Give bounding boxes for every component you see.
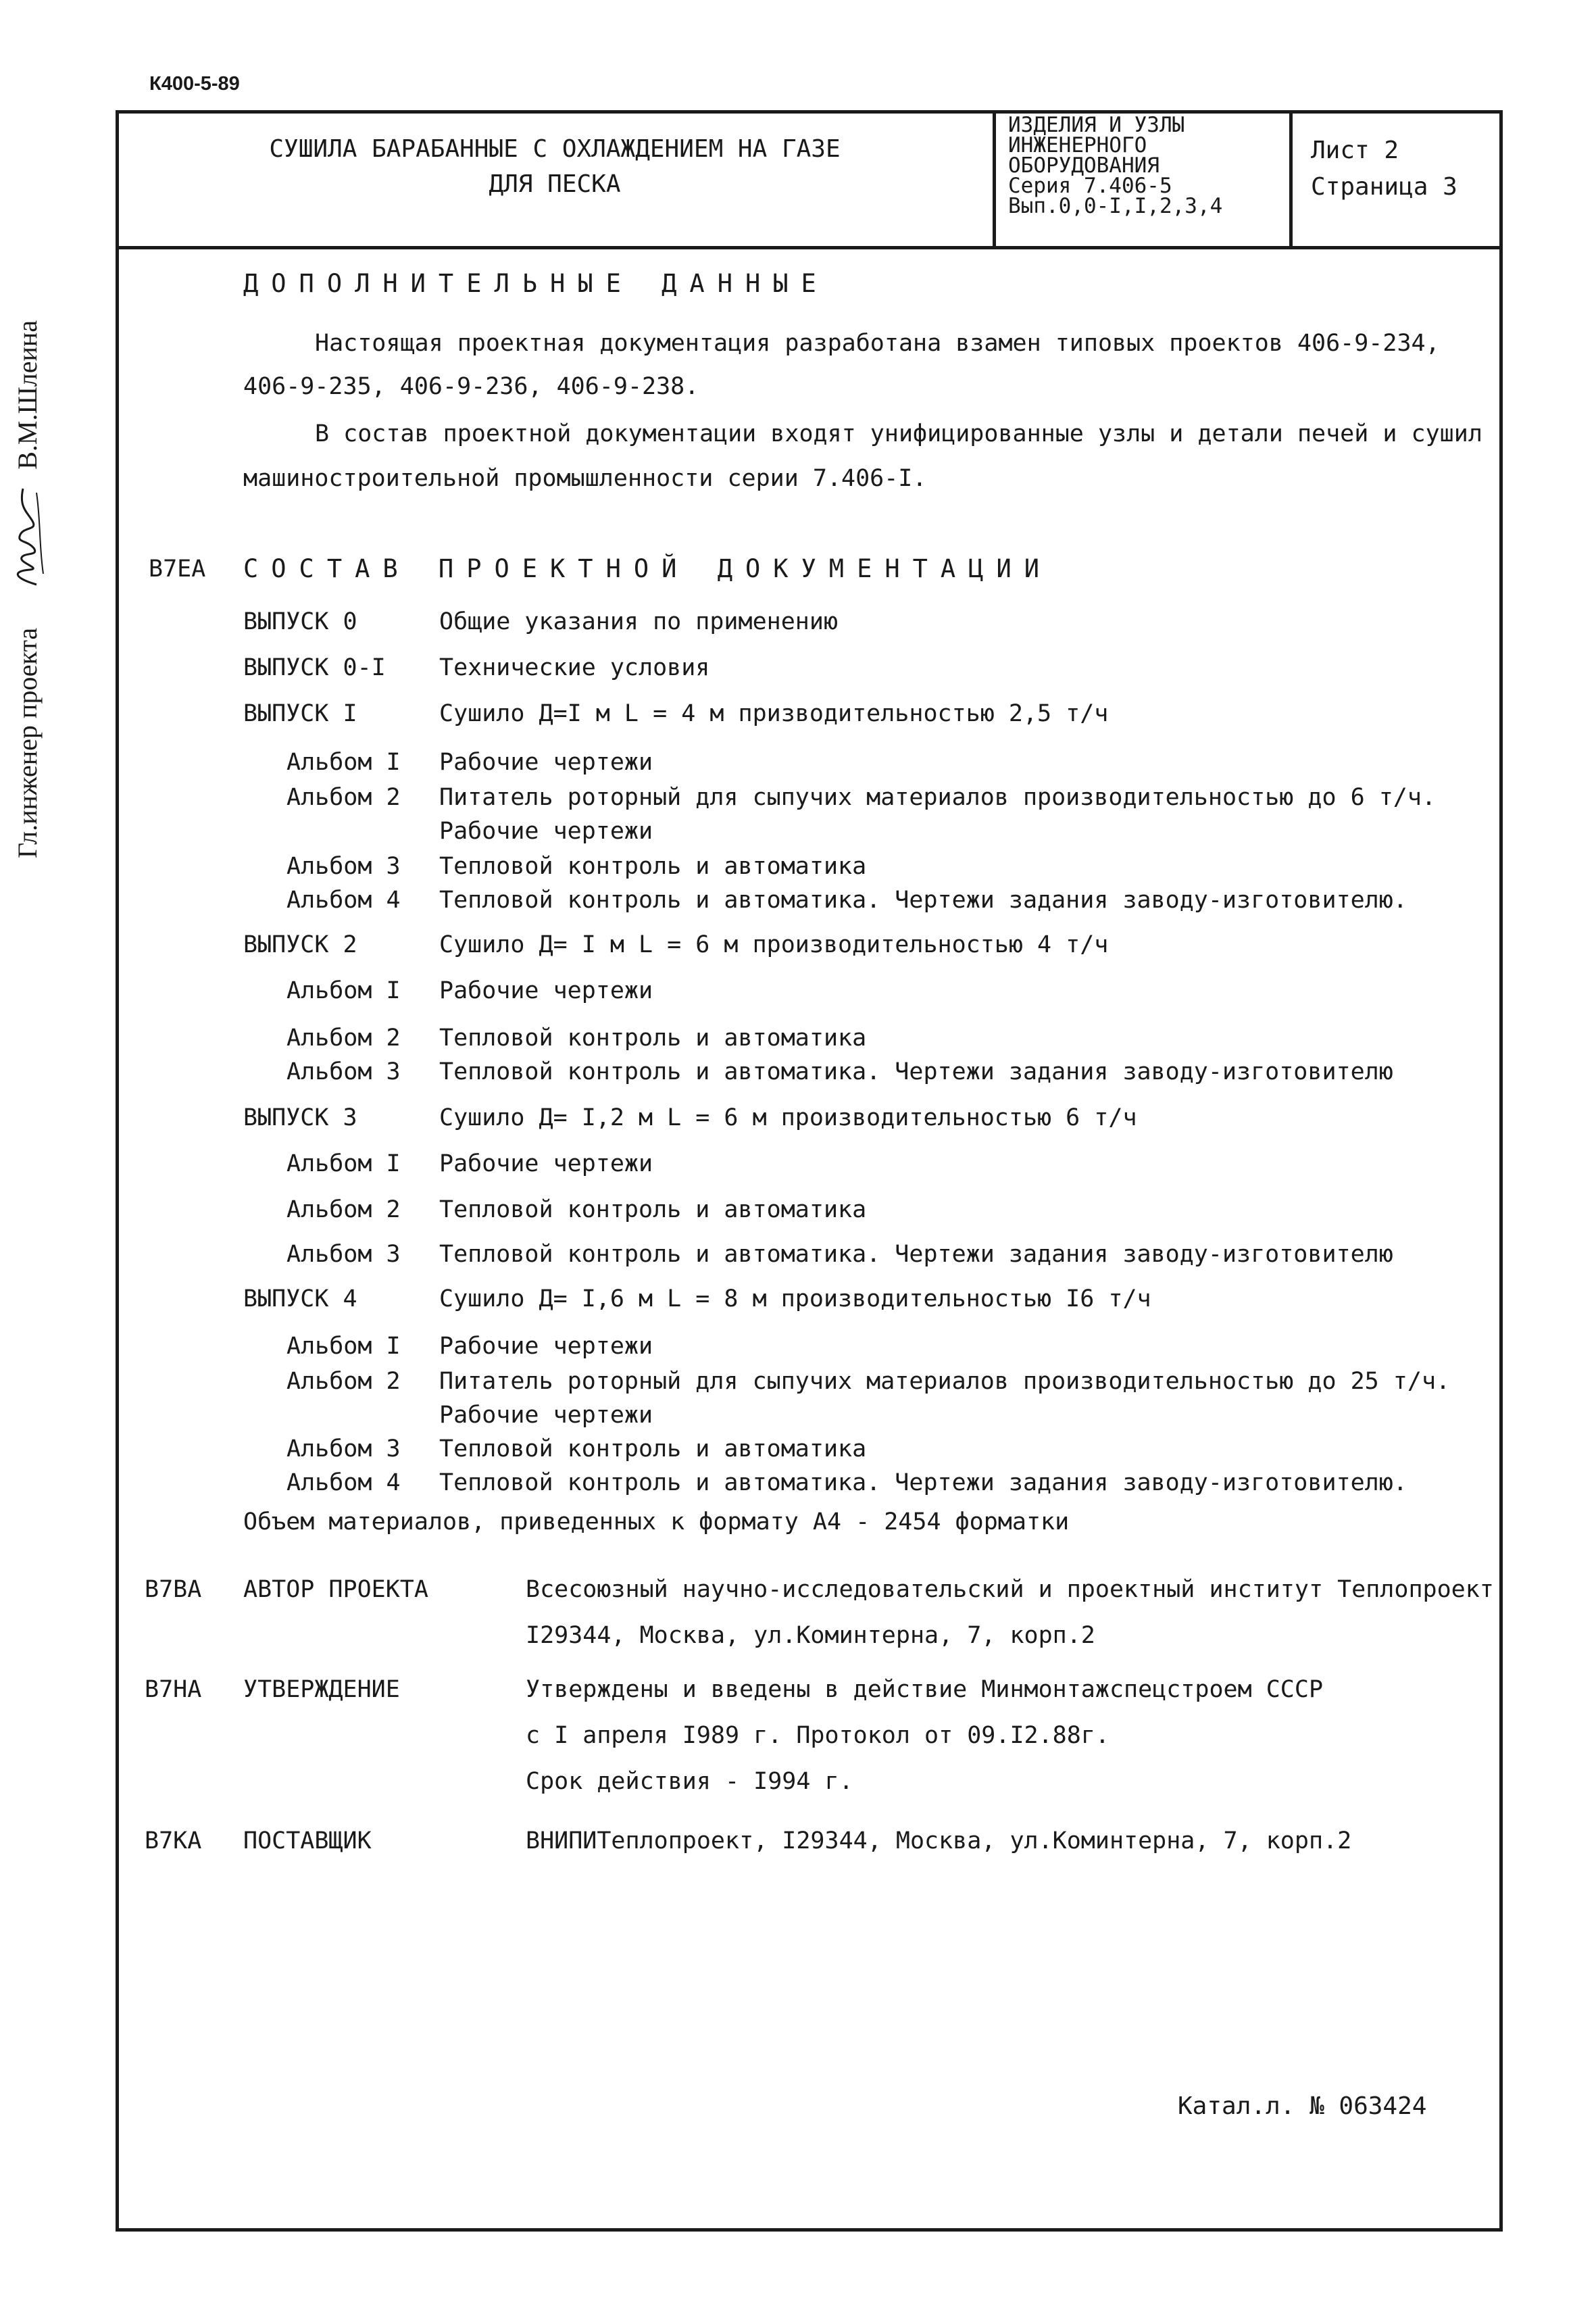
series-line-1: ИЗДЕЛИЯ И УЗЛЫ — [1008, 113, 1185, 137]
issue-label: ВЫПУСК 2 — [243, 931, 357, 958]
album-label: Альбом I — [286, 977, 401, 1004]
album-label: Альбом 4 — [286, 1469, 401, 1496]
header-divider-left — [993, 110, 996, 249]
additional-p2-line2: машиностроительной промышленности серии 7.406-I. — [243, 465, 927, 492]
approval-line3: Срок действия - I994 г. — [526, 1768, 853, 1795]
composition-item-text: Рабочие чертежи — [439, 1150, 653, 1177]
album-label: Альбом 2 — [286, 784, 401, 811]
composition-item-text: Общие указания по применению — [439, 608, 839, 635]
composition-item-text: Тепловой контроль и автоматика — [439, 1196, 867, 1223]
catalog-number: Катал.л. № 063424 — [1178, 2092, 1427, 2120]
author-code: B7BA — [145, 1576, 202, 1603]
additional-p2-line1: В состав проектной документации входят унифицированные узлы и детали печей и сушил — [315, 420, 1482, 447]
approval-label: УТВЕРЖДЕНИЕ — [243, 1676, 400, 1703]
composition-item-text: Тепловой контроль и автоматика — [439, 1025, 867, 1052]
title-line-1: СУШИЛА БАРАБАННЫЕ С ОХЛАЖДЕНИЕМ НА ГАЗЕ — [269, 135, 841, 163]
composition-item-text: Тепловой контроль и автоматика — [439, 1435, 867, 1462]
composition-item-text: Сушило Д= I,2 м L = 6 м производительностью 6 т/ч — [439, 1104, 1137, 1131]
composition-item-text: Сушило Д= I,6 м L = 8 м производительностью I6 т/ч — [439, 1285, 1151, 1312]
composition-item-text: Питатель роторный для сыпучих материалов производительностью до 25 т/ч. — [439, 1368, 1451, 1395]
album-label: Альбом 4 — [286, 887, 401, 914]
composition-item-text: Технические условия — [439, 654, 710, 681]
series-line-3: ОБОРУДОВАНИЯ — [1008, 153, 1159, 178]
title-line-2: ДЛЯ ПЕСКА — [489, 170, 621, 198]
page-number: Страница 3 — [1311, 173, 1457, 201]
header-divider-right — [1289, 110, 1293, 249]
author-line2: I29344, Москва, ул.Коминтерна, 7, корп.2 — [526, 1622, 1095, 1649]
album-label: Альбом I — [286, 749, 401, 776]
supplier-line1: ВНИПИТеплопроект, I29344, Москва, ул.Коминтерна, 7, корп.2 — [526, 1827, 1352, 1854]
document-title — [251, 132, 859, 202]
approval-line1: Утверждены и введены в действие Минмонтажспецстроем СССР — [526, 1676, 1324, 1703]
supplier-label: ПОСТАВЩИК — [243, 1827, 372, 1854]
issue-label: ВЫПУСК I — [243, 700, 357, 727]
album-label: Альбом 3 — [286, 853, 401, 880]
additional-p1-line1: Настоящая проектная документация разработана взамен типовых проектов 406-9-234, — [315, 330, 1440, 357]
approval-code: B7HA — [145, 1676, 202, 1703]
album-label: Альбом I — [286, 1150, 401, 1177]
composition-item-text: Тепловой контроль и автоматика. Чертежи задания заводу-изготовителю — [439, 1058, 1393, 1085]
additional-p1-line2: 406-9-235, 406-9-236, 406-9-238. — [243, 373, 699, 400]
sheet-block — [1311, 132, 1457, 205]
side-role: Гл.инженер проекта — [11, 627, 43, 858]
composition-item-text: Рабочие чертежи — [439, 1402, 653, 1429]
approval-line2: с I апреля I989 г. Протокол от 09.I2.88г. — [526, 1722, 1109, 1749]
series-line-4: Серия 7.406-5 — [1008, 174, 1172, 198]
album-label: Альбом 3 — [286, 1058, 401, 1085]
composition-heading: СОСТАВ ПРОЕКТНОЙ ДОКУМЕНТАЦИИ — [243, 554, 1053, 583]
composition-item-text: Рабочие чертежи — [439, 818, 653, 845]
composition-item-text: Сушило Д= I м L = 6 м производительностью 4 т/ч — [439, 931, 1109, 958]
issue-label: ВЫПУСК 4 — [243, 1285, 357, 1312]
composition-item-text: Тепловой контроль и автоматика — [439, 853, 867, 880]
composition-item-text: Питатель роторный для сыпучих материалов производительностью до 6 т/ч. — [439, 784, 1437, 811]
album-label: Альбом 3 — [286, 1241, 401, 1268]
composition-item-text: Рабочие чертежи — [439, 977, 653, 1004]
side-name: В.М.Шлеина — [11, 320, 43, 470]
series-line-5: Вып.0,0-I,I,2,3,4 — [1008, 194, 1223, 218]
album-label: Альбом I — [286, 1333, 401, 1360]
issue-label: ВЫПУСК 0 — [243, 608, 357, 635]
issue-label: ВЫПУСК 0-I — [243, 654, 386, 681]
composition-item-text: Сушило Д=I м L = 4 м призводительностью 2,5 т/ч — [439, 700, 1109, 727]
composition-item-text: Рабочие чертежи — [439, 1333, 653, 1360]
album-label: Альбом 2 — [286, 1368, 401, 1395]
album-label: Альбом 3 — [286, 1435, 401, 1462]
header-divider — [116, 246, 1503, 249]
supplier-code: B7KA — [145, 1827, 202, 1854]
composition-item-text: Рабочие чертежи — [439, 749, 653, 776]
composition-item-text: Тепловой контроль и автоматика. Чертежи задания заводу-изготовителю. — [439, 887, 1407, 914]
series-block — [1008, 115, 1285, 216]
document-code: К400-5-89 — [149, 73, 240, 95]
volume-note: Объем материалов, приведенных к формату А4 - 2454 форматки — [243, 1508, 1070, 1535]
additional-heading: ДОПОЛНИТЕЛЬНЫЕ ДАННЫЕ — [243, 269, 829, 298]
author-line1: Всесоюзный научно-исследовательский и проектный институт Теплопроект. — [526, 1576, 1508, 1603]
sheet-number: Лист 2 — [1311, 137, 1399, 164]
issue-label: ВЫПУСК 3 — [243, 1104, 357, 1131]
signature-icon — [7, 486, 47, 587]
series-line-2: ИНЖЕНЕРНОГО — [1008, 133, 1147, 157]
side-signature — [7, 210, 47, 858]
composition-item-text: Тепловой контроль и автоматика. Чертежи задания заводу-изготовителю. — [439, 1469, 1407, 1496]
composition-code: B7EA — [149, 556, 206, 583]
author-label: АВТОР ПРОЕКТА — [243, 1576, 428, 1603]
album-label: Альбом 2 — [286, 1025, 401, 1052]
composition-item-text: Тепловой контроль и автоматика. Чертежи задания заводу-изготовителю — [439, 1241, 1393, 1268]
album-label: Альбом 2 — [286, 1196, 401, 1223]
